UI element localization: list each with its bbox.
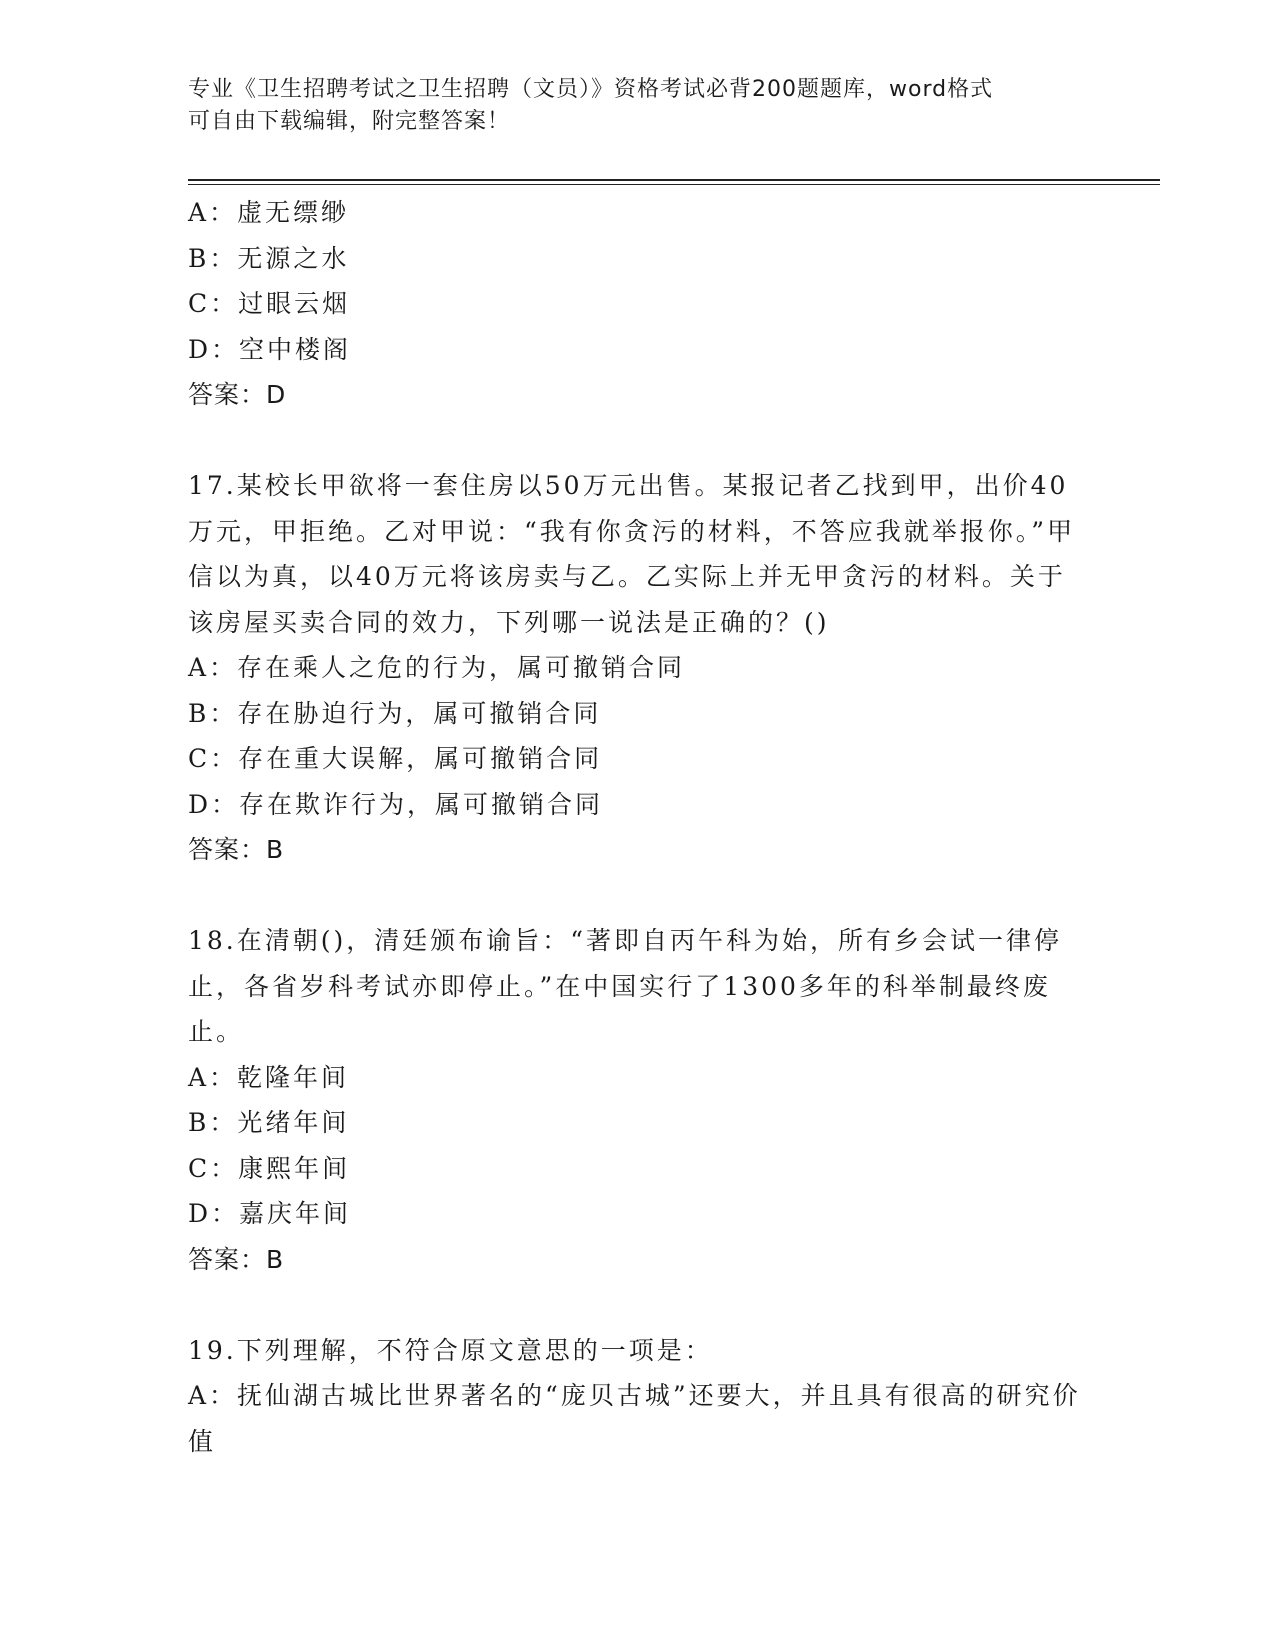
spacer: [188, 873, 1083, 919]
option-b: B：存在胁迫行为，属可撤销合同: [188, 698, 602, 728]
header-line-2: 可自由下载编辑，附完整答案！: [188, 109, 511, 134]
option-b: B：无源之水: [188, 243, 350, 273]
option-a: A：乾隆年间: [188, 1062, 350, 1092]
question-17: [188, 463, 1083, 873]
option-d: D：嘉庆年间: [188, 1199, 352, 1228]
answer: 答案：D: [188, 380, 287, 409]
option-c: C：过眼云烟: [188, 289, 351, 318]
question-stem: 19.下列理解，不符合原文意思的一项是：: [188, 1335, 713, 1365]
option-a: A：存在乘人之危的行为，属可撤销合同: [188, 653, 686, 682]
question-19: [188, 1328, 1083, 1465]
option-c: C：康熙年间: [188, 1153, 351, 1183]
header-divider-thick: [188, 179, 1160, 181]
question-18: [188, 918, 1083, 1282]
option-b: B：光绪年间: [188, 1108, 350, 1137]
answer: 答案：B: [188, 1244, 285, 1274]
option-c: C：存在重大误解，属可撤销合同: [188, 744, 603, 773]
question-list: [188, 190, 1083, 1464]
answer: 答案：B: [188, 835, 285, 864]
header-divider-thin: [188, 184, 1160, 185]
option-d: D：空中楼阁: [188, 334, 352, 364]
spacer: [188, 418, 1083, 464]
spacer: [188, 1282, 1083, 1328]
question-stem: 18.在清朝()，清廷颁布谕旨：“著即自丙午科为始，所有乡会试一律停止，各省岁科考试亦即停止。”在中国实行了1300多年的科举制最终废止。: [188, 926, 1063, 1046]
option-d: D：存在欺诈行为，属可撤销合同: [188, 789, 604, 819]
option-a: A：抚仙湖古城比世界著名的“庞贝古城”还要大，并且具有很高的研究价值: [188, 1381, 1081, 1456]
document-header: [188, 74, 1068, 138]
header-line-1: 专业《卫生招聘考试之卫生招聘（文员）》资格考试必背200题题库，word格式: [188, 77, 994, 102]
option-a: A：虚无缥缈: [188, 198, 350, 227]
question-16: [188, 190, 1083, 418]
question-stem: 17.某校长甲欲将一套住房以50万元出售。某报记者乙找到甲，出价40万元，甲拒绝。乙对甲说：“我有你贪污的材料，不答应我就举报你。”甲信以为真，以40万元将该房卖与乙。乙实际上并无甲贪污的材料。关于该房屋买卖合同的效力，下列哪一说法是正确的？(): [188, 471, 1076, 637]
